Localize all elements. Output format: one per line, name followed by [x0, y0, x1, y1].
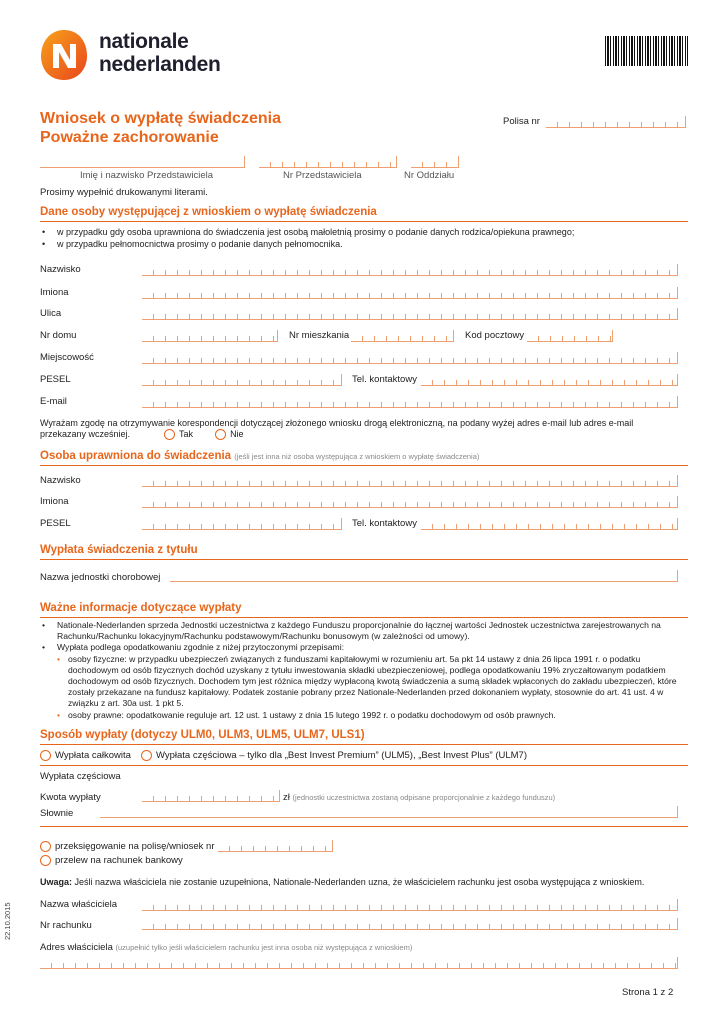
postal-code-field[interactable]	[527, 330, 613, 342]
full-payout-radio[interactable]	[40, 750, 51, 761]
barcode	[605, 36, 688, 66]
payout-options	[40, 750, 527, 761]
amount-label: Kwota wypłaty	[40, 792, 101, 803]
policy-label: Polisa nr	[503, 116, 540, 127]
brand-name: nationale nederlanden	[99, 30, 221, 76]
branch-number-label: Nr Oddziału	[404, 170, 455, 181]
phone-field[interactable]	[421, 374, 678, 386]
city-field[interactable]	[142, 352, 678, 364]
partial-section-label: Wypłata częściowa	[40, 771, 121, 782]
email-field[interactable]	[142, 396, 678, 408]
agent-number-label: Nr Przedstawiciela	[283, 170, 362, 181]
amount-unit: zł (jednostki uczestnictwa zostaną odpisane proporcjonalnie z każdego funduszu)	[283, 792, 556, 803]
street-label: Ulica	[40, 308, 62, 319]
info-list: • Nationale-Nederlanden sprzeda Jednostki uczestnictwa z każdego Funduszu proporcjonalnie do łącznej wartości Jednostek uczestnictwa zarejestrowanych na Rachunku/Rachunku lokacyjnym/Rachunku podstawowym/Rachunku bonusowym (w zależności od umowy). • Wypłata podlega opodatkowaniu zgodnie z niżej przytoczonymi przepisami: • osoby fizyczne: w przypadku ubezpieczeń związanych z funduszami kapitałowymi w rozumieniu art. 5a pkt 14 ustawy z dnia 26 lipca 1991 r. o podatku dochodowym od osób fizycznych dochód uzyskany z tytułu inwestowania składki ubezpieczeniowej, podlega opodatkowaniu 19% zryczałtowanym podatkiem dochodowym od osób fizycznych. Dochodem tym jest różnica między wypłaconą kwotą świadczenia a sumą składek wpłaconych do zakładu ubezpieczeń, które zostały przekazane na fundusz kapitałowy. Podatek zostanie pobrany przez Nationale-Nederlanden przed dokonaniem wypłaty, stosownie do art. 41 ust. 4 w związku z art. 30a ust. 1 pkt 5. • osoby prawne: opodatkowanie reguluje art. 12 ust. 1 ustawy z dnia 15 lutego 1992 r. o podatku dochodowym od osób prawnych.	[40, 620, 680, 721]
email-consent: Wyrażam zgodę na otrzymywanie korespondencji dotyczącej złożonego wniosku drogą elektroniczną, na podany wyżej adres e-mail lub adres e-mail przekazany wcześniej. Tak Nie	[40, 418, 634, 439]
transfer-bank-option	[40, 855, 183, 866]
form-title: Wniosek o wypłatę świadczenia	[40, 110, 281, 127]
beneficiary-phone-label: Tel. kontaktowy	[352, 518, 417, 529]
consent-no-radio[interactable]	[215, 429, 226, 440]
transfer-policy-radio[interactable]	[40, 841, 51, 852]
payout-heading: Sposób wypłaty (dotyczy ULM0, ULM3, ULM5, ULM7, ULS1)	[40, 729, 688, 745]
page-number: Strona 1 z 2	[622, 987, 674, 998]
surname-field[interactable]	[142, 264, 678, 276]
transfer-bank-label: przelew na rachunek bankowy	[55, 855, 183, 866]
beneficiary-name-field[interactable]	[142, 496, 678, 508]
beneficiary-name-label: Imiona	[40, 496, 69, 507]
reason-heading: Wypłata świadczenia z tytułu	[40, 544, 688, 560]
transfer-policy-label: przeksięgowanie na polisę/wniosek nr	[55, 841, 215, 852]
owner-note: Uwaga: Jeśli nazwa właściciela nie zostanie uzupełniona, Nationale-Nederlanden uzna, że właścicielem rachunku jest osoba występująca z wnioskiem.	[40, 877, 645, 887]
account-number-field[interactable]	[142, 918, 678, 930]
owner-field[interactable]	[142, 899, 678, 911]
form-subtitle: Poważne zachorowanie	[40, 129, 219, 146]
owner-label: Nazwa właściciela	[40, 899, 118, 910]
email-label: E-mail	[40, 396, 67, 407]
street-field[interactable]	[142, 308, 678, 320]
info-heading: Ważne informacje dotyczące wypłaty	[40, 602, 688, 618]
flat-number-field[interactable]	[351, 330, 454, 342]
full-payout-label: Wypłata całkowita	[55, 750, 131, 761]
phone-label: Tel. kontaktowy	[352, 374, 417, 385]
flat-number-label: Nr mieszkania	[289, 330, 350, 341]
partial-payout-label: Wypłata częściowa – tylko dla „Best Invest Premium” (ULM5), „Best Invest Plus” (ULM7)	[155, 750, 528, 761]
beneficiary-pesel-label: PESEL	[40, 518, 71, 529]
nn-logo-icon	[39, 28, 89, 82]
house-number-label: Nr domu	[40, 330, 77, 341]
city-label: Miejscowość	[40, 352, 94, 363]
applicant-heading: Dane osoby występującej z wnioskiem o wypłatę świadczenia	[40, 206, 688, 222]
transfer-policy-option	[40, 841, 214, 852]
agent-name-label: Imię i nazwisko Przedstawiciela	[80, 170, 214, 181]
transfer-bank-radio[interactable]	[40, 855, 51, 866]
print-note: Prosimy wypełnić drukowanymi literami.	[40, 187, 208, 198]
beneficiary-phone-field[interactable]	[421, 518, 678, 530]
postal-code-label: Kod pocztowy	[465, 330, 525, 341]
name-label: Imiona	[40, 287, 69, 298]
pesel-label: PESEL	[40, 374, 71, 385]
consent-yes-label: Tak	[179, 429, 194, 439]
policy-number-field[interactable]	[546, 116, 686, 128]
name-field[interactable]	[142, 287, 678, 299]
beneficiary-surname-field[interactable]	[142, 475, 678, 487]
agent-number-field[interactable]	[259, 156, 397, 168]
divider	[40, 765, 688, 766]
branch-number-field[interactable]	[411, 156, 459, 168]
owner-address-field[interactable]	[40, 957, 678, 969]
consent-no-label: Nie	[230, 429, 244, 439]
disease-label: Nazwa jednostki chorobowej	[40, 572, 161, 583]
beneficiary-pesel-field[interactable]	[142, 518, 342, 530]
owner-address-label: Adres właściciela (uzupełnić tylko jeśli właścicielem rachunku jest inna osoba niż występująca z wnioskiem)	[40, 942, 413, 953]
beneficiary-surname-label: Nazwisko	[40, 475, 81, 486]
pesel-field[interactable]	[142, 374, 342, 386]
in-words-field[interactable]	[100, 806, 678, 818]
disease-field[interactable]	[170, 570, 678, 582]
amount-field[interactable]	[142, 790, 280, 802]
agent-name-field[interactable]	[40, 156, 245, 168]
divider	[40, 826, 688, 827]
account-label: Nr rachunku	[40, 920, 92, 931]
transfer-policy-number-field[interactable]	[218, 840, 333, 852]
form-date: 22.10.2015	[3, 902, 12, 940]
consent-yes-radio[interactable]	[164, 429, 175, 440]
house-number-field[interactable]	[142, 330, 278, 342]
partial-payout-radio[interactable]	[141, 750, 152, 761]
beneficiary-heading: Osoba uprawniona do świadczenia (jeśli jest inna niż osoba występująca z wnioskiem o wypłatę świadczenia)	[40, 450, 688, 466]
applicant-notes: • w przypadku gdy osoba uprawniona do świadczenia jest osobą małoletnią prosimy o podanie danych rodzica/opiekuna prawnego; • w przypadku pełnomocnictwa prosimy o podanie danych pełnomocnika.	[40, 226, 680, 250]
surname-label: Nazwisko	[40, 264, 81, 275]
in-words-label: Słownie	[40, 808, 74, 819]
